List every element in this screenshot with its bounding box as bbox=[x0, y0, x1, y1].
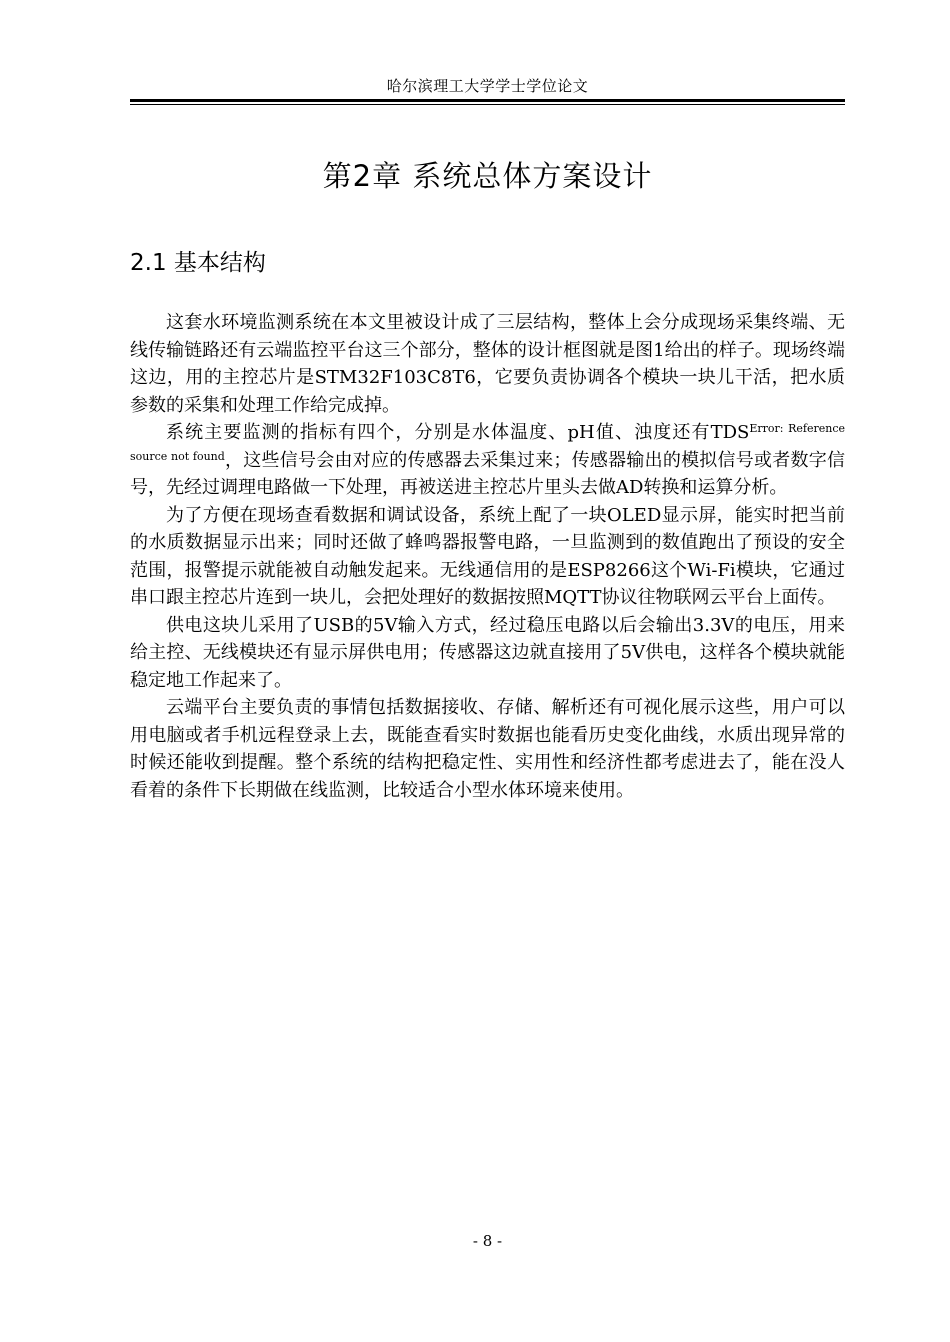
paragraph-3: 为了方便在现场查看数据和调试设备，系统上配了一块OLED显示屏，能实时把当前的水质数据显示出来；同时还做了蜂鸣器报警电路，一旦监测到的数值跑出了预设的安全范围，报警提示就能被自动触发起来。无线通信用的是ESP8266这个Wi-Fi模块，它通过串口跟主控芯片连到一块儿，会把处理好的数据按照MQTT协议往物联网云平台上面传。 bbox=[130, 504, 845, 608]
paragraph-2-text-before: 系统主要监测的指标有四个，分别是水体温度、pH值、浊度还有TDS bbox=[166, 422, 750, 443]
body-text bbox=[130, 309, 845, 804]
section-title: 2.1 基本结构 bbox=[130, 250, 266, 276]
page-number: - 8 - bbox=[472, 1232, 503, 1250]
paragraph-2 bbox=[130, 419, 845, 502]
paragraph-4: 供电这块儿采用了USB的5V输入方式，经过稳压电路以后会输出3.3V的电压，用来给主控、无线模块还有显示屏供电用；传感器这边就直接用了5V供电，这样各个模块就能稳定地工作起来了。 bbox=[130, 614, 845, 691]
reference-error-marker: Error: Reference source not found bbox=[130, 422, 845, 463]
paragraph-5: 云端平台主要负责的事情包括数据接收、存储、解析还有可视化展示这些，用户可以用电脑或者手机远程登录上去，既能查看实时数据也能看历史变化曲线，水质出现异常的时候还能收到提醒。整个系统的结构把稳定性、实用性和经济性都考虑进去了，能在没人看着的条件下长期做在线监测，比较适合小型水体环境来使用。 bbox=[130, 697, 845, 801]
paragraph-2-text-after: ，这些信号会由对应的传感器去采集过来；传感器输出的模拟信号或者数字信号，先经过调理电路做一下处理，再被送进主控芯片里头去做AD转换和运算分析。 bbox=[130, 449, 845, 498]
running-header: 哈尔滨理工大学学士学位论文 bbox=[386, 77, 589, 95]
header-rule-thin bbox=[130, 104, 845, 105]
paragraph-1: 这套水环境监测系统在本文里被设计成了三层结构，整体上会分成现场采集终端、无线传输链路还有云端监控平台这三个部分，整体的设计框图就是图1给出的样子。现场终端这边，用的主控芯片是STM32F103C8T6，它要负责协调各个模块一块儿干活，把水质参数的采集和处理工作给完成掉。 bbox=[130, 312, 845, 416]
chapter-title: 第2章 系统总体方案设计 bbox=[322, 159, 653, 193]
header-rule-thick bbox=[130, 99, 845, 102]
